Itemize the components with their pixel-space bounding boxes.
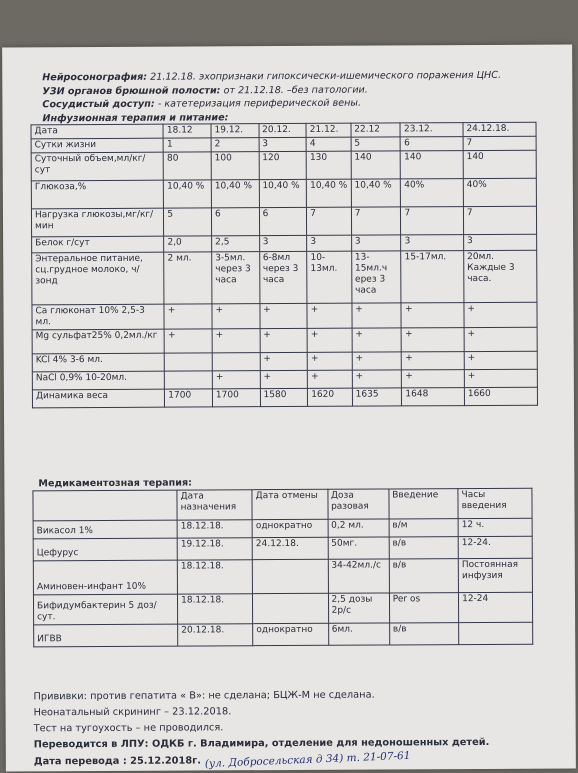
- hearing-line: Тест на тугоухость – не проводился.: [33, 722, 224, 735]
- infusion-cell: 40%: [401, 179, 464, 207]
- med-cell-name: Викасол 1%: [33, 520, 177, 539]
- med-cell-dose: 50мг.: [328, 537, 389, 559]
- med-row: [33, 558, 532, 595]
- infusion-cell: +: [308, 370, 353, 388]
- infusion-cell: 22.12: [351, 123, 401, 137]
- infusion-cell: +: [212, 329, 260, 353]
- med-cell-name: Бифидумбактерин 5 доз/сут.: [33, 594, 177, 625]
- infusion-cell: 2,5: [212, 236, 260, 252]
- infusion-cell: 7: [463, 136, 536, 150]
- infusion-cell: 7: [463, 206, 536, 234]
- infusion-row: [31, 206, 536, 237]
- med-cell-start: 18.12.18.: [178, 594, 253, 624]
- infusion-cell: 3: [259, 137, 307, 151]
- infusion-cell: 40%: [463, 178, 536, 206]
- infusion-cell: [212, 353, 260, 371]
- infusion-cell: +: [260, 303, 308, 328]
- vascular-text: - катетеризация периферической вены.: [154, 97, 362, 110]
- infusion-row-label: Динамика веса: [32, 389, 164, 408]
- infusion-cell: 1660: [464, 387, 537, 405]
- med-cell-hours: 12-24: [459, 592, 533, 622]
- infusion-cell: 21.12.: [306, 123, 351, 137]
- document-page: [2, 45, 576, 772]
- med-cell-name: Аминовен-инфант 10%: [33, 560, 177, 595]
- infusion-cell: 7: [307, 207, 352, 235]
- infusion-cell: 7: [401, 207, 464, 235]
- infusion-row-label: KCl 4% 3-6 мл.: [32, 353, 164, 372]
- infusion-cell: +: [307, 328, 352, 352]
- infusion-row-label: Белок г/сут: [32, 236, 164, 253]
- infusion-row-label: Энтеральное питание, сц.грудное молоко, ч/зонд: [32, 252, 165, 305]
- transfer-date-line: [34, 751, 554, 771]
- transfer-date: Дата перевода : 25.12.2018г.: [33, 755, 202, 768]
- infusion-cell: 3: [351, 235, 401, 251]
- infusion-cell: 80: [163, 152, 211, 180]
- infusion-cell: 100: [211, 152, 259, 180]
- infusion-cell: [165, 353, 213, 371]
- infusion-row-label: Сутки жизни: [31, 138, 163, 153]
- uzi-text: от 21.12.18. –без патологии.: [220, 84, 368, 96]
- infusion-cell: +: [401, 303, 464, 328]
- infusion-cell: +: [307, 352, 352, 370]
- med-cell-dose: 0,2 мл.: [328, 519, 389, 537]
- infusion-cell: 1: [163, 138, 211, 152]
- infusion-cell: 3-5мл. через 3 часа: [212, 252, 260, 304]
- infusion-cell: 2 мл.: [164, 252, 212, 304]
- infusion-title: Инфузионная терапия и питание:: [42, 111, 229, 124]
- infusion-cell: +: [352, 352, 402, 370]
- infusion-cell: 5: [164, 208, 212, 236]
- vascular-label: Сосудистый доступ:: [42, 98, 155, 111]
- infusion-row: [32, 327, 537, 354]
- infusion-cell: 15-17мл.: [401, 251, 464, 303]
- infusion-cell: 10,40 %: [351, 179, 401, 207]
- med-cell-route: в/в: [389, 623, 458, 645]
- infusion-cell: 2,0: [164, 236, 212, 252]
- infusion-row-label: Суточный объем,мл/кг/сут: [31, 152, 163, 181]
- infusion-row-label: Са глюконат 10% 2,5-3 мл.: [32, 304, 164, 330]
- med-cell-route: в/в: [389, 537, 458, 559]
- infusion-cell: 5: [351, 137, 401, 151]
- infusion-cell: 6: [211, 208, 259, 236]
- infusion-cell: 6: [259, 207, 307, 235]
- infusion-cell: 19.12.: [211, 124, 259, 138]
- infusion-cell: +: [260, 370, 308, 388]
- infusion-cell: 140: [463, 150, 536, 178]
- infusion-table: [31, 122, 538, 409]
- med-header-cell: Введение: [389, 489, 458, 519]
- infusion-cell: +: [260, 352, 308, 370]
- med-cell-route: Per os: [389, 593, 458, 623]
- med-header-cell: Дата отмены: [252, 489, 328, 519]
- med-cell-end: 24.12.18.: [252, 537, 327, 559]
- infusion-cell: 6: [401, 137, 464, 151]
- infusion-cell: +: [212, 371, 260, 389]
- med-header-row: [33, 488, 532, 521]
- infusion-cell: +: [464, 302, 537, 327]
- infusion-cell: 3: [401, 235, 464, 251]
- infusion-cell: 140: [401, 151, 464, 179]
- infusion-cell: 1635: [352, 388, 402, 406]
- infusion-row: [31, 150, 536, 181]
- infusion-cell: 10-13мл.: [307, 251, 352, 303]
- infusion-row-label: Глюкоза,%: [31, 180, 163, 209]
- infusion-cell: 18.12: [163, 124, 211, 138]
- infusion-cell: +: [402, 352, 465, 370]
- med-cell-name: ИГВВ: [34, 624, 178, 647]
- med-cell-start: 18.12.18.: [177, 560, 252, 594]
- med-cell-end: однократно: [253, 623, 328, 645]
- infusion-cell: +: [164, 329, 212, 353]
- med-header-cell: Доза разовая: [327, 489, 388, 519]
- infusion-row: [32, 250, 537, 305]
- med-row: [33, 536, 532, 561]
- infusion-cell: 1700: [212, 389, 260, 407]
- med-cell-hours: [459, 622, 533, 644]
- infusion-cell: +: [464, 351, 537, 369]
- infusion-cell: 3: [307, 235, 352, 251]
- infusion-row: [32, 387, 537, 408]
- med-row: [34, 622, 533, 647]
- infusion-cell: 10,40 %: [307, 179, 352, 207]
- med-title: Медикаментозная терапия:: [38, 477, 192, 490]
- screening-line: Неонатальный скрининг – 23.12.2018.: [33, 706, 232, 719]
- infusion-cell: 13-15мл.ч ерез 3 часа: [351, 251, 401, 303]
- infusion-cell: 10,40 %: [164, 180, 212, 208]
- infusion-cell: +: [464, 369, 537, 387]
- infusion-cell: 1580: [260, 388, 308, 406]
- infusion-cell: 24.12.18.: [463, 122, 536, 136]
- document-footer: [33, 687, 553, 771]
- infusion-cell: 1648: [402, 388, 465, 406]
- med-cell-route: в/в: [389, 559, 458, 593]
- infusion-row-label: Нагрузка глюкозы,мг/кг/мин: [31, 208, 163, 237]
- infusion-cell: 23.12.: [400, 123, 463, 137]
- med-cell-start: 20.12.18.: [178, 624, 253, 646]
- infusion-cell: 20мл. Каждые 3 часа.: [464, 250, 537, 302]
- infusion-cell: +: [352, 328, 402, 352]
- med-cell-dose: 34-42мл./с: [328, 559, 389, 593]
- uzi-label: УЗИ органов брюшной полости:: [42, 84, 221, 97]
- neuro-line: [42, 69, 542, 85]
- med-row: [33, 592, 532, 625]
- infusion-cell: 3: [259, 235, 307, 251]
- infusion-cell: 1620: [308, 388, 353, 406]
- med-cell-end: [253, 593, 329, 623]
- infusion-cell: 10,40 %: [259, 179, 307, 207]
- transfer-line: Переводится в ЛПУ: ОДКБ г. Владимира, отделение для недоношенных детей.: [33, 736, 490, 751]
- infusion-cell: 20.12.: [259, 123, 307, 137]
- infusion-cell: 140: [351, 151, 401, 179]
- med-cell-hours: 12-24.: [458, 536, 532, 558]
- med-header-cell: [33, 490, 177, 521]
- infusion-row-label: Дата: [31, 124, 163, 139]
- infusion-row-label: NaCl 0,9% 10-20мл.: [32, 371, 164, 390]
- infusion-cell: +: [164, 304, 212, 329]
- infusion-row-label: Mg сульфат25% 0,2мл./кг: [32, 329, 164, 354]
- infusion-cell: 10,40 %: [211, 180, 259, 208]
- infusion-cell: [165, 371, 213, 389]
- med-cell-start: 18.12.18.: [177, 520, 252, 538]
- infusion-cell: 1700: [165, 389, 213, 407]
- infusion-row: [32, 302, 537, 330]
- handwritten-note: (ул. Добросельская д 34) т. 21-07-61: [204, 749, 411, 771]
- med-cell-hours: 12 ч.: [458, 518, 532, 536]
- infusion-cell: +: [352, 303, 402, 328]
- infusion-cell: +: [352, 370, 402, 388]
- med-header-cell: Часы введения: [458, 488, 532, 518]
- med-cell-end: [252, 559, 328, 593]
- infusion-cell: 6-8мл через 3 часа: [259, 251, 307, 303]
- neuro-label: Нейросонография:: [42, 71, 148, 84]
- vaccination-line: Прививки: против гепатита « В»: не сделана; БЦЖ-М не сделана.: [33, 689, 375, 703]
- med-cell-name: Цефурус: [33, 538, 177, 561]
- med-header-cell: Дата назначения: [177, 490, 252, 520]
- infusion-cell: 7: [351, 207, 401, 235]
- med-cell-dose: 6мл.: [328, 623, 389, 645]
- med-cell-start: 19.12.18.: [177, 538, 252, 560]
- infusion-cell: +: [402, 370, 465, 388]
- med-table: [32, 488, 533, 648]
- infusion-cell: +: [212, 304, 260, 329]
- infusion-cell: +: [402, 328, 465, 352]
- infusion-cell: +: [260, 328, 308, 352]
- infusion-cell: 2: [211, 138, 259, 152]
- med-cell-route: в/м: [389, 519, 458, 537]
- infusion-row: [31, 178, 536, 209]
- infusion-cell: 120: [259, 151, 307, 179]
- infusion-cell: +: [307, 303, 352, 328]
- med-cell-end: однократно: [252, 519, 327, 537]
- infusion-cell: 3: [464, 234, 537, 250]
- med-cell-dose: 2,5 дозы 2р/с: [328, 593, 389, 623]
- document-header: [42, 69, 542, 126]
- neuro-text: 21.12.18. эхопризнаки гипоксически-ишемического поражения ЦНС.: [147, 69, 502, 83]
- med-cell-hours: Постоянная инфузия: [458, 558, 532, 592]
- infusion-cell: +: [464, 327, 537, 351]
- infusion-cell: 4: [306, 137, 351, 151]
- infusion-cell: 130: [306, 151, 351, 179]
